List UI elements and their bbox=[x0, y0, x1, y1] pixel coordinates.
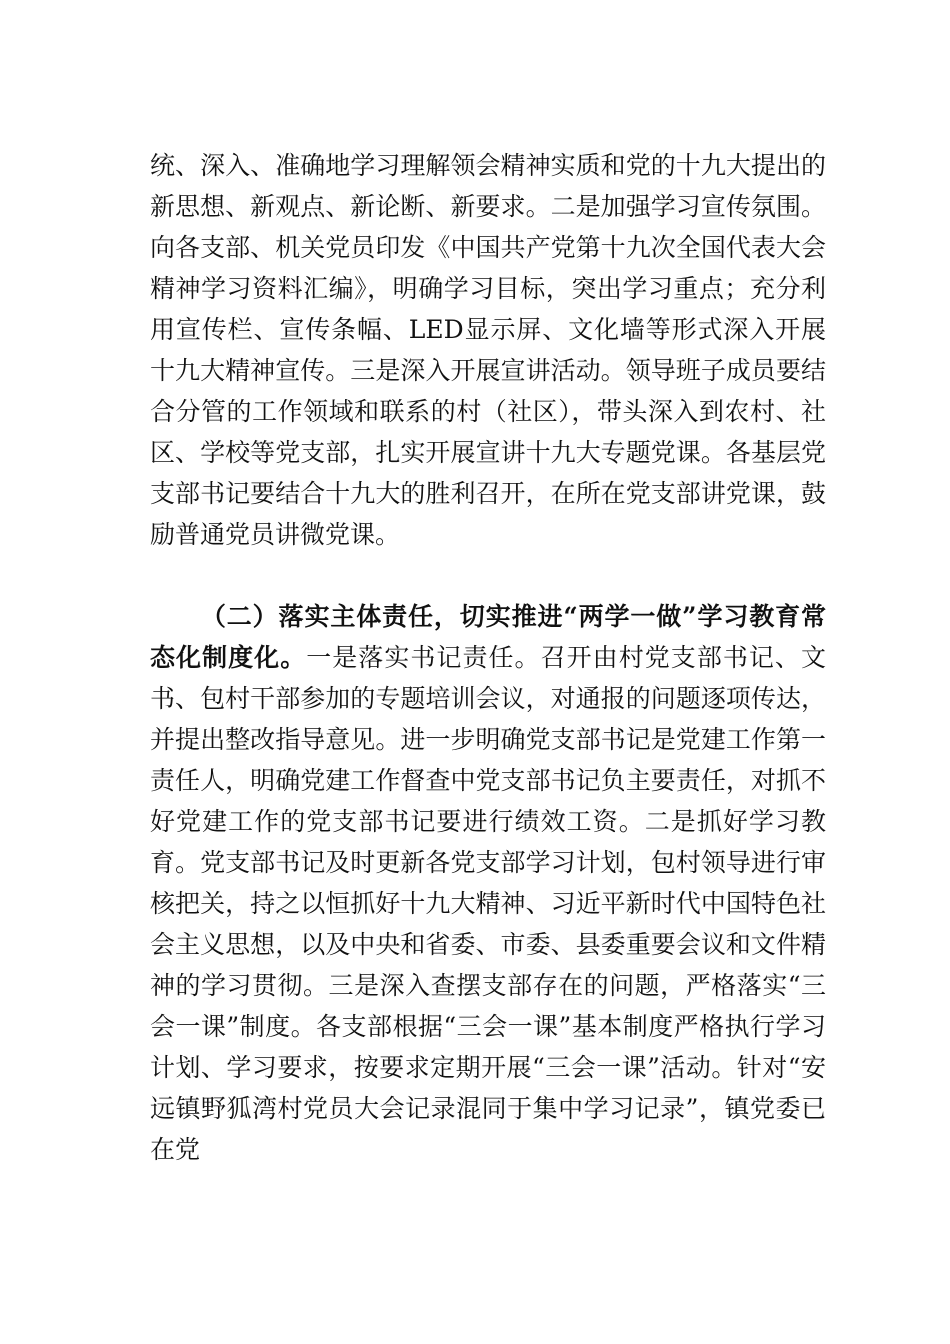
body-paragraph-2 bbox=[150, 596, 826, 1170]
paragraph-2-text: 一是落实书记责任。召开由村党支部书记、文书、包村干部参加的专题培训会议，对通报的问题逐项传达，并提出整改指导意见。进一步明确党支部书记是党建工作第一责任人，明确党建工作督查中党支部书记负主要责任，对抓不好党建工作的党支部书记要进行绩效工资。二是抓好学习教育。党支部书记及时更新各党支部学习计划，包村领导进行审核把关，持之以恒抓好十九大精神、习近平新时代中国特色社会主义思想，以及中央和省委、市委、县委重要会议和文件精神的学习贯彻。三是深入查摆支部存在的问题，严格落实“三会一课”制度。各支部根据“三会一课”基本制度严格执行学习计划、学习要求，按要求定期开展“三会一课”活动。针对“安远镇野狐湾村党员大会记录混同于集中学习记录”，镇党委已在党 bbox=[150, 643, 826, 1164]
section-heading: （二）落实主体责任，切实推进“两学一做”学习教育常态化制度化。 bbox=[150, 602, 826, 672]
body-paragraph-1 bbox=[150, 145, 826, 555]
paragraph-1-text: 统、深入、准确地学习理解领会精神实质和党的十九大提出的新思想、新观点、新论断、新要求。二是加强学习宣传氛围。向各支部、机关党员印发《中国共产党第十九次全国代表大会精神学习资料汇编》，明确学习目标，突出学习重点；充分利用宣传栏、宣传条幅、LED显示屏、文化墙等形式深入开展十九大精神宣传。三是深入开展宣讲活动。领导班子成员要结合分管的工作领域和联系的村（社区），带头深入到农村、社区、学校等党支部，扎实开展宣讲十九大专题党课。各基层党支部书记要结合十九大的胜利召开，在所在党支部讲党课，鼓励普通党员讲微党课。 bbox=[150, 151, 826, 549]
